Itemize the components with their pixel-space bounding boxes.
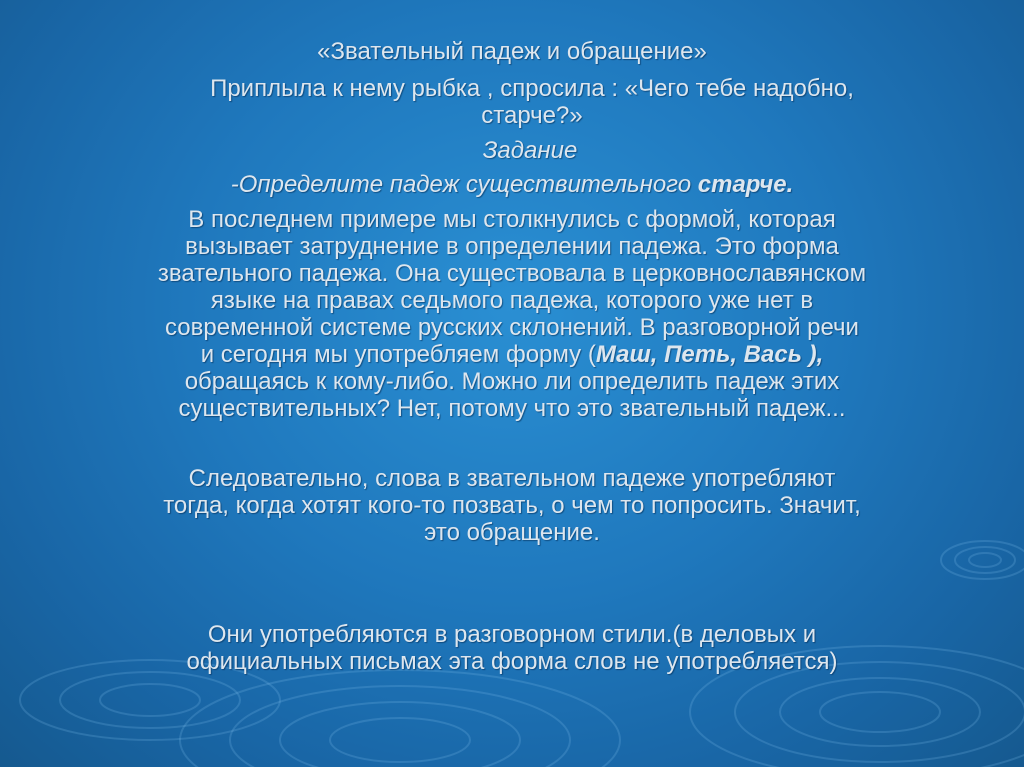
task-prefix: -Определите падеж существительного	[230, 171, 698, 198]
explanation-line-1: В последнем примере мы столкнулись с формой, которая	[188, 206, 836, 233]
quote-line-2: старче?»	[481, 102, 583, 129]
conclusion-line-1: Следовательно, слова в звательном падеже употребляют	[188, 465, 836, 492]
usage-note-line-2: официальных письмах эта форма слов не употребляется)	[186, 648, 838, 675]
explanation-line-2: вызывает затруднение в определении падежа. Это форма	[185, 233, 839, 260]
explanation-line-8: существительных? Нет, потому что это звательный падеж...	[178, 395, 846, 422]
examples-text: Маш, Петь, Вась ),	[595, 341, 824, 368]
explanation-line-3: звательного падежа. Она существовала в церковнославянском	[157, 260, 867, 287]
quote-line-1: Приплыла к нему рыбка , спросила : «Чего тебе надобно,	[210, 75, 854, 102]
explanation-line-5: современной системе русских склонений. В разговорной речи	[165, 314, 859, 341]
explanation-line-4: языке на правах седьмого падежа, которого уже нет в	[210, 287, 814, 314]
usage-note-line-1: Они употребляются в разговорном стили.(в деловых и	[207, 621, 817, 648]
explanation-line-6-prefix: и сегодня мы употребляем форму (	[200, 341, 596, 368]
task-heading: Задание	[482, 137, 578, 164]
explanation-line-7: обращаясь к кому-либо. Можно ли определить падеж этих	[184, 368, 840, 395]
conclusion-line-3: это обращение.	[424, 519, 600, 546]
conclusion-line-2: тогда, когда хотят кого-то позвать, о чем то попросить. Значит,	[163, 492, 861, 519]
slide-title: «Звательный падеж и обращение»	[317, 38, 707, 65]
task-word: старче.	[697, 171, 794, 198]
explanation-line-6	[0, 341, 1024, 368]
task-instruction	[0, 171, 1024, 198]
